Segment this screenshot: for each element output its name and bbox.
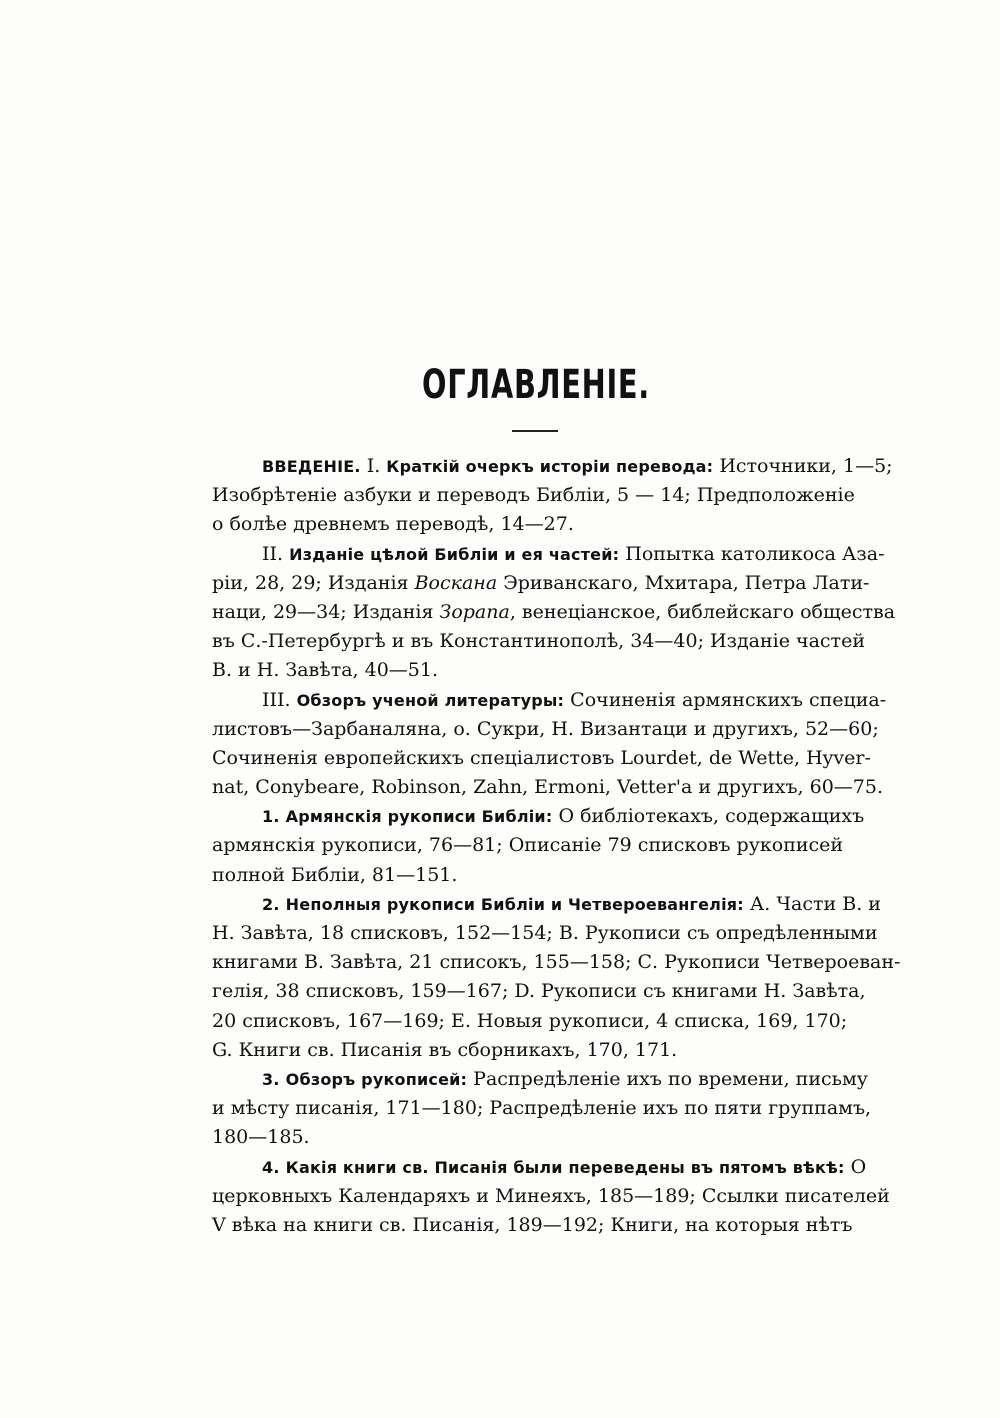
toc-entry-section-2 bbox=[212, 890, 901, 1065]
entry-text: , венеціанское, библейскаго общества bbox=[509, 600, 896, 623]
toc-entry-intro-1 bbox=[212, 452, 893, 540]
entry-text: наци, 29—34; Изданія bbox=[212, 600, 440, 623]
entry-number: III. bbox=[262, 688, 291, 711]
entry-text: листовъ—Зарбаналяна, о. Сукри, Н. Византаци и другихъ, 52—60; bbox=[212, 717, 879, 740]
entry-text-italic: Зорапа bbox=[439, 600, 510, 623]
entry-text: Попытка католикоса Аза- bbox=[619, 542, 885, 565]
entry-heading: Изданіе цѣлой Библіи и ея частей: bbox=[289, 544, 620, 564]
entry-number: 4. bbox=[262, 1157, 280, 1177]
entry-text: 180—185. bbox=[212, 1126, 310, 1149]
title-divider bbox=[512, 430, 558, 432]
entry-text: nat, Conybeare, Robinson, Zahn, Ermoni, Vetter'a и другихъ, 60—75. bbox=[212, 776, 884, 799]
entry-text: А. Части В. и bbox=[743, 892, 881, 915]
entry-text: книгами В. Завѣта, 21 списокъ, 155—158; С. Рукописи Четвероеван- bbox=[212, 951, 901, 974]
toc-entry-section-4 bbox=[212, 1153, 890, 1241]
toc-entry-intro-3 bbox=[212, 686, 887, 803]
entry-heading: Какія книги св. Писанія были переведены въ пятомъ вѣкѣ: bbox=[285, 1157, 845, 1177]
table-of-contents bbox=[212, 452, 901, 1240]
entry-number: 3. bbox=[262, 1069, 280, 1089]
entry-text: въ С.-Петербургѣ и въ Константинополѣ, 34—40; Изданіе частей bbox=[212, 630, 865, 653]
entry-text: Н. Завѣта, 18 списковъ, 152—154; В. Рукописи съ опредѣленными bbox=[212, 922, 878, 944]
entry-heading: Обзоръ рукописей: bbox=[285, 1069, 468, 1089]
entry-text: Сочиненія европейскихъ спеціалистовъ Lourdet, de Wette, Hyver- bbox=[212, 746, 871, 769]
entry-heading: Армянскія рукописи Библіи: bbox=[285, 807, 553, 827]
entry-text: Распредѣленіе ихъ по времени, письму bbox=[467, 1067, 868, 1090]
entry-number: II. bbox=[262, 542, 284, 565]
page-title: ОГЛАВЛЕНІЕ. bbox=[422, 362, 650, 408]
entry-text: О bbox=[844, 1155, 867, 1178]
entry-text: Изобрѣтеніе азбуки и переводъ Библіи, 5 — 14; Предположеніе bbox=[212, 484, 855, 507]
entry-heading: Неполныя рукописи Библіи и Четвероевангелія: bbox=[285, 894, 744, 914]
toc-entry-section-3 bbox=[212, 1065, 872, 1153]
entry-text: полной Библіи, 81—151. bbox=[212, 863, 458, 886]
entry-text: ріи, 28, 29; Изданія bbox=[212, 571, 415, 594]
entry-text: церковныхъ Календаряхъ и Минеяхъ, 185—189; Ссылки писателей bbox=[212, 1184, 890, 1207]
intro-label: ВВЕДЕНІЕ. bbox=[262, 457, 361, 476]
entry-text: и мѣсту писанія, 171—180; Распредѣленіе ихъ по пяти группамъ, bbox=[212, 1097, 872, 1120]
entry-text: о болѣе древнемъ переводѣ, 14—27. bbox=[212, 513, 574, 536]
entry-number: 1. bbox=[262, 807, 280, 827]
entry-text: Источники, 1—5; bbox=[713, 455, 893, 477]
toc-entry-intro-2 bbox=[212, 540, 896, 686]
toc-entry-section-1 bbox=[212, 802, 865, 890]
entry-text: G. Книги св. Писанія въ сборникахъ, 170, 171. bbox=[212, 1038, 678, 1061]
entry-text: В. и Н. Завѣта, 40—51. bbox=[212, 659, 439, 682]
entry-heading: Краткій очеркъ исторіи перевода: bbox=[386, 457, 714, 476]
entry-text-italic: Воскана bbox=[414, 571, 498, 594]
entry-heading: Обзоръ ученой литературы: bbox=[296, 690, 565, 710]
entry-text: V вѣка на книги св. Писанія, 189—192; Книги, на которыя нѣтъ bbox=[212, 1213, 853, 1236]
entry-number: I. bbox=[366, 455, 381, 477]
entry-number: 2. bbox=[262, 894, 280, 914]
entry-text: 20 списковъ, 167—169; Е. Новыя рукописи, 4 списка, 169, 170; bbox=[212, 1009, 848, 1032]
entry-text: Эриванскаго, Мхитара, Петра Лати- bbox=[497, 571, 870, 594]
entry-text: армянскія рукописи, 76—81; Описаніе 79 списковъ рукописей bbox=[212, 834, 844, 857]
entry-text: гелія, 38 списковъ, 159—167; D. Рукописи съ книгами Н. Завѣта, bbox=[212, 980, 866, 1003]
entry-text: О библіотекахъ, содержащихъ bbox=[552, 805, 865, 828]
entry-text: Сочиненія армянскихъ специа- bbox=[564, 688, 887, 711]
